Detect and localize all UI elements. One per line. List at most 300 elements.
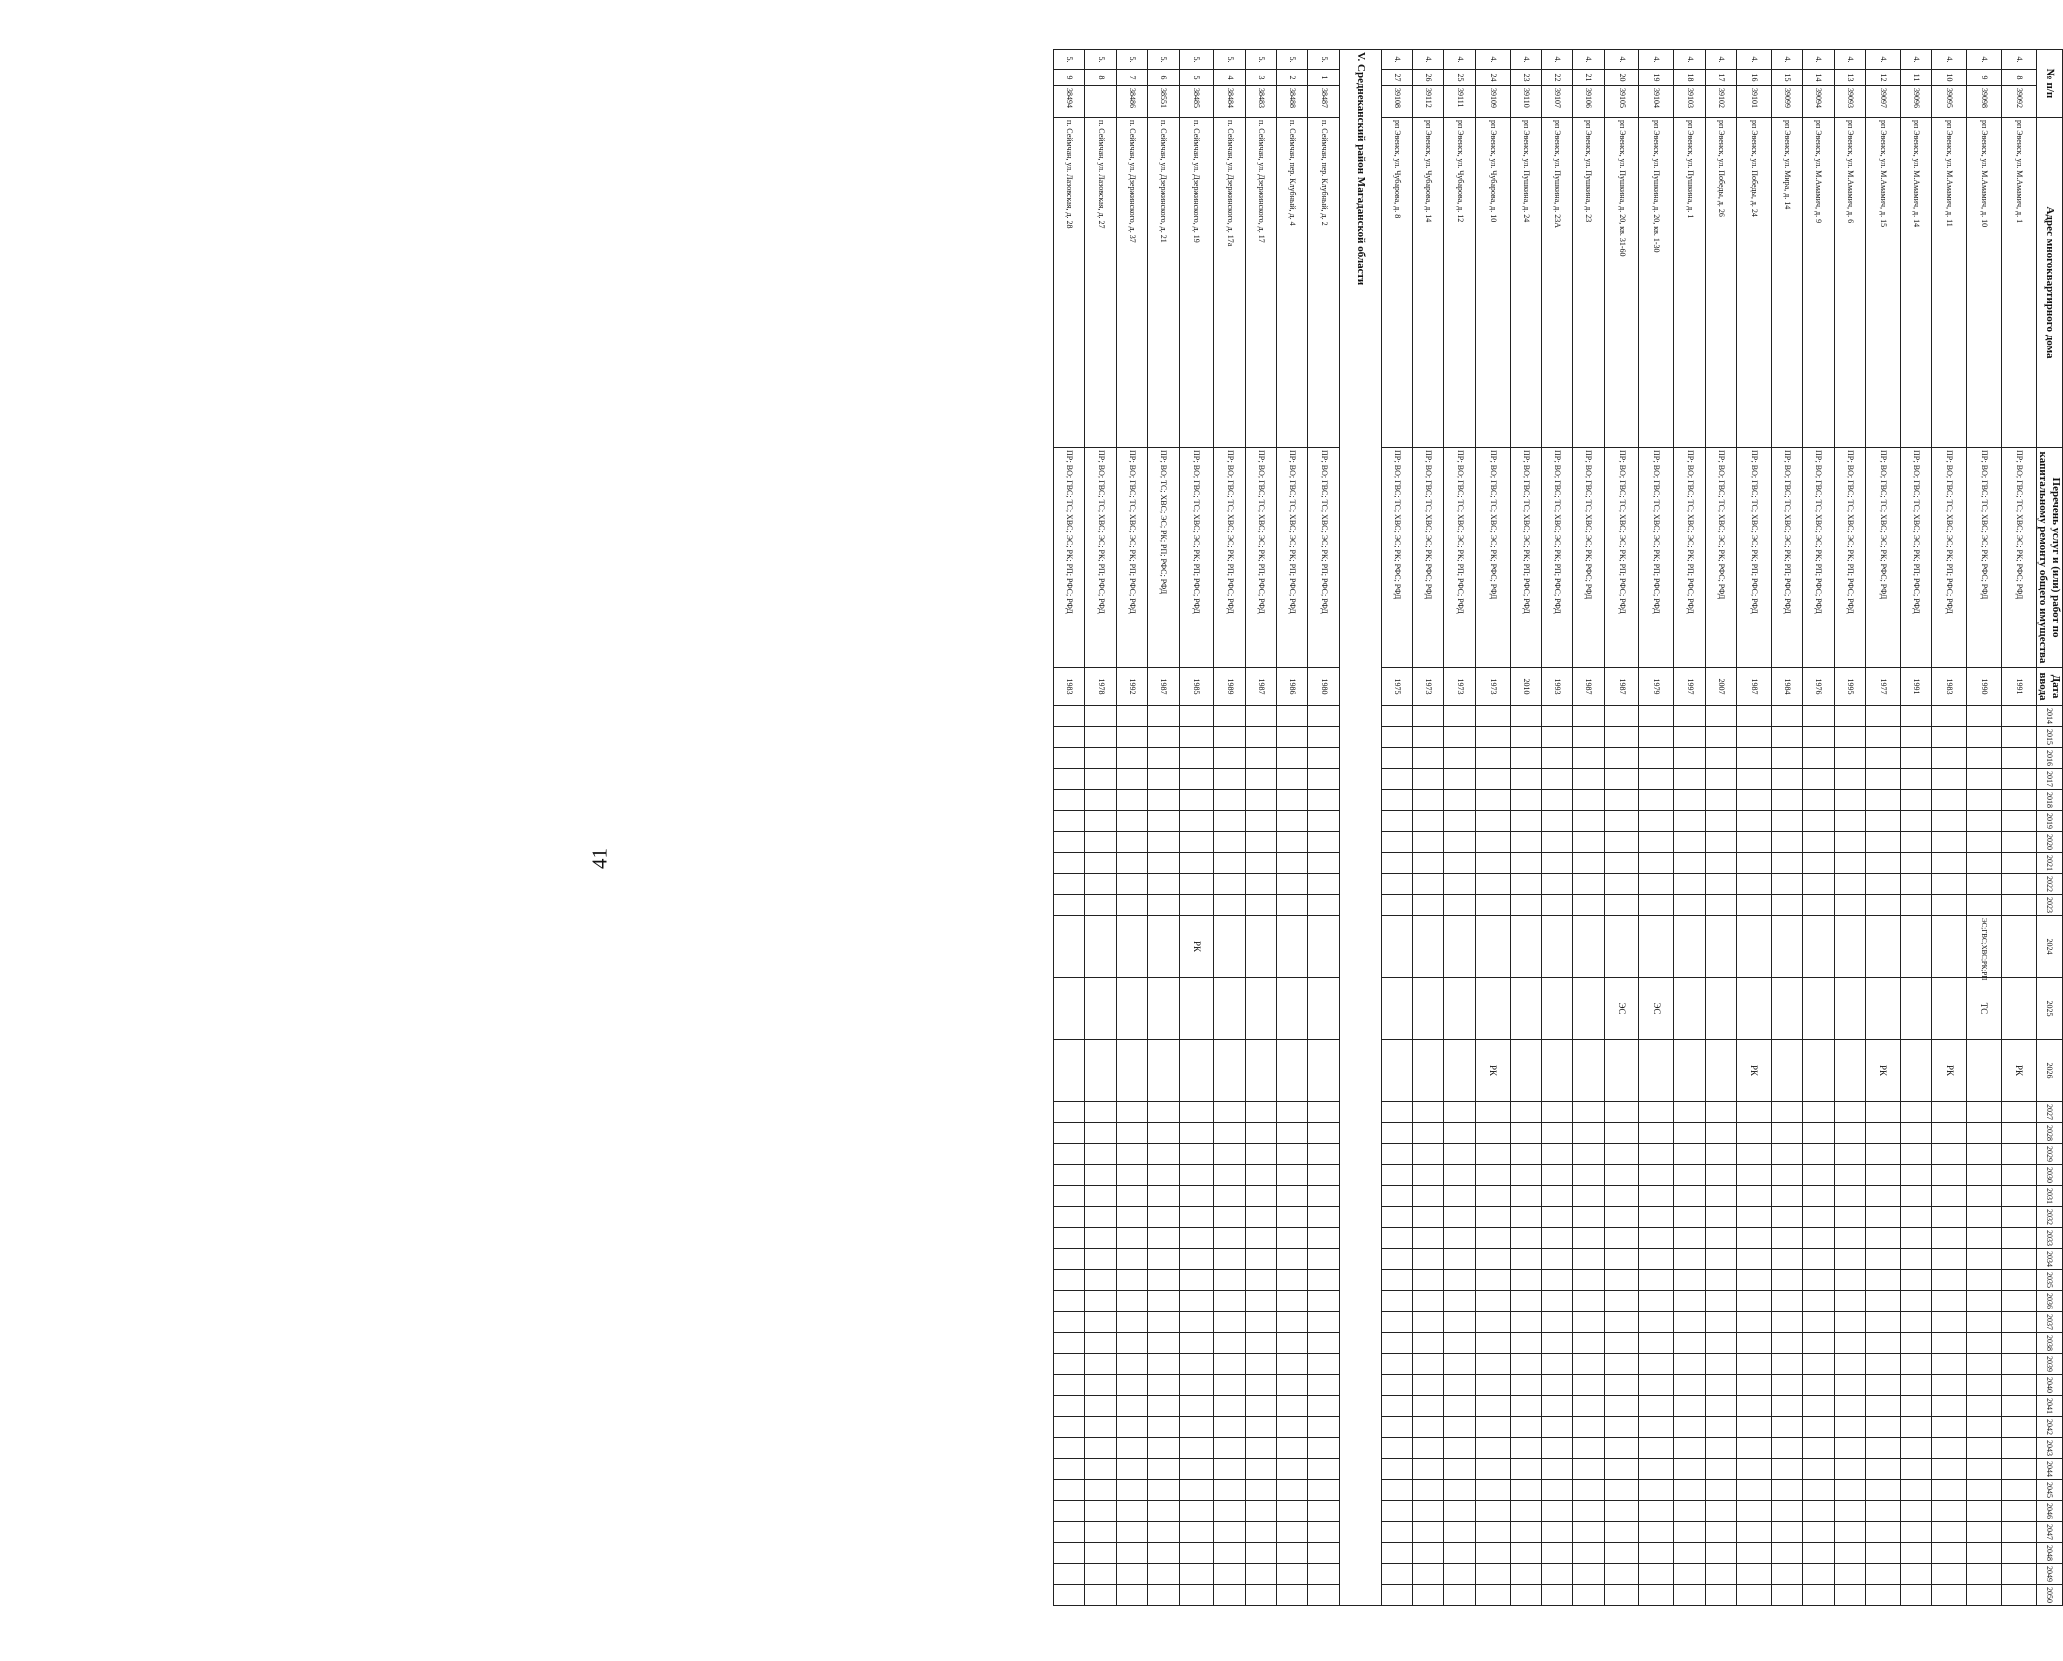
row-works: ПР; ВО; ГВС; ТС; ХВС; ЭС; РК; РП; РФС; РФД (1214, 448, 1245, 668)
year-cell (1604, 811, 1639, 832)
year-cell (1308, 1459, 1339, 1480)
year-cell (1737, 1207, 1772, 1228)
year-cell (1381, 1207, 1412, 1228)
row-date: 1980 (1308, 668, 1339, 706)
year-cell (1932, 790, 1967, 811)
year-cell (1834, 1312, 1865, 1333)
row-code: 38488 (1277, 86, 1308, 118)
year-cell (1214, 1396, 1245, 1417)
year-cell (1573, 1312, 1604, 1333)
year-cell (1054, 1522, 1085, 1543)
year-cell (1639, 1333, 1674, 1354)
year-cell (1705, 1040, 1736, 1102)
year-cell (1639, 727, 1674, 748)
year-cell (1771, 1291, 1802, 1312)
year-cell (1932, 1186, 1967, 1207)
year-header: 2014 (2036, 706, 2062, 727)
year-cell (1444, 1543, 1475, 1564)
year-cell (1308, 1144, 1339, 1165)
row-code: 39106 (1573, 86, 1604, 118)
year-cell (2001, 978, 2036, 1040)
year-cell (1674, 1543, 1705, 1564)
table-row (1214, 50, 1245, 1606)
year-cell (1967, 706, 2002, 727)
row-date: 1983 (1932, 668, 1967, 706)
year-cell (1116, 1438, 1147, 1459)
year-cell (1510, 1312, 1541, 1333)
year-cell (1705, 1207, 1736, 1228)
year-cell (1834, 706, 1865, 727)
year-cell (1674, 1270, 1705, 1291)
row-address: рп Эвенск, ул. М.Амамич, д. 6 (1834, 118, 1865, 448)
year-cell (1444, 1102, 1475, 1123)
row-index: 18 (1674, 70, 1705, 86)
year-header: 2029 (2036, 1144, 2062, 1165)
year-cell (1967, 1396, 2002, 1417)
year-cell (1639, 1522, 1674, 1543)
row-code: 39112 (1413, 86, 1444, 118)
year-cell (1148, 1249, 1179, 1270)
row-index: 8 (2001, 70, 2036, 86)
year-cell (1573, 1564, 1604, 1585)
year-cell (1277, 1396, 1308, 1417)
year-header: 2049 (2036, 1564, 2062, 1585)
year-cell (1148, 727, 1179, 748)
year-cell (1674, 1480, 1705, 1501)
year-cell (1639, 853, 1674, 874)
year-cell (1674, 978, 1705, 1040)
row-works: ПР; ВО; ГВС; ТС; ХВС; ЭС; РК; РФС; РФД (1967, 448, 2002, 668)
year-cell (1803, 1291, 1834, 1312)
row-code: 39105 (1604, 86, 1639, 118)
year-cell (1510, 706, 1541, 727)
year-cell (1573, 1228, 1604, 1249)
year-header: 2038 (2036, 1333, 2062, 1354)
row-index: 23 (1510, 70, 1541, 86)
row-index: 27 (1381, 70, 1412, 86)
year-cell (1639, 916, 1674, 978)
year-cell (1705, 1312, 1736, 1333)
year-cell (1444, 1501, 1475, 1522)
year-cell (1148, 1354, 1179, 1375)
year-cell (1054, 1123, 1085, 1144)
year-cell (1510, 1438, 1541, 1459)
year-cell (1705, 978, 1736, 1040)
year-cell (1900, 1186, 1931, 1207)
year-cell (1054, 1249, 1085, 1270)
year-cell (1148, 1564, 1179, 1585)
year-cell (1148, 1501, 1179, 1522)
year-cell (1705, 1123, 1736, 1144)
year-cell (1308, 1522, 1339, 1543)
year-header: 2044 (2036, 1459, 2062, 1480)
year-cell (1308, 727, 1339, 748)
year-cell (1475, 1396, 1510, 1417)
year-cell (1541, 1270, 1572, 1291)
year-cell (1179, 1459, 1214, 1480)
year-cell (1475, 874, 1510, 895)
row-date: 1987 (1604, 668, 1639, 706)
row-works: ПР; ВО; ГВС; ТС; ХВС; ЭС; РК; РП; РФС; РФД (1639, 448, 1674, 668)
row-code: 39097 (1865, 86, 1900, 118)
year-cell (1900, 769, 1931, 790)
row-code: 39109 (1475, 86, 1510, 118)
year-cell (1674, 1396, 1705, 1417)
year-cell (1674, 1375, 1705, 1396)
year-cell (1444, 1228, 1475, 1249)
year-cell (1967, 1438, 2002, 1459)
year-cell (1705, 1333, 1736, 1354)
row-address: рп Эвенск, ул. Пушкина, д. 24 (1510, 118, 1541, 448)
year-cell (1932, 1543, 1967, 1564)
row-section: 4. (2001, 50, 2036, 70)
year-cell (1803, 1354, 1834, 1375)
year-cell (1900, 853, 1931, 874)
year-cell (1737, 1501, 1772, 1522)
row-section: 4. (1444, 50, 1475, 70)
year-cell (1604, 1312, 1639, 1333)
year-cell (1413, 1459, 1444, 1480)
year-cell (1803, 1543, 1834, 1564)
year-cell (1308, 1270, 1339, 1291)
row-index: 11 (1900, 70, 1931, 86)
row-section: 5. (1214, 50, 1245, 70)
year-cell (1573, 1585, 1604, 1606)
year-cell (1148, 706, 1179, 727)
year-cell (1214, 1375, 1245, 1396)
work-mark: РК (2001, 1040, 2036, 1102)
year-cell (1179, 874, 1214, 895)
year-cell (1573, 1501, 1604, 1522)
year-cell (1179, 1501, 1214, 1522)
year-cell (1054, 1417, 1085, 1438)
year-cell (1179, 769, 1214, 790)
year-cell (1308, 1564, 1339, 1585)
year-cell (1444, 1312, 1475, 1333)
year-cell (1639, 1480, 1674, 1501)
year-cell (1054, 1228, 1085, 1249)
year-cell (1179, 1123, 1214, 1144)
year-cell (1604, 1501, 1639, 1522)
year-cell (1639, 769, 1674, 790)
year-cell (1737, 1396, 1772, 1417)
year-cell (1085, 1312, 1116, 1333)
year-cell (1444, 916, 1475, 978)
year-cell (1413, 1123, 1444, 1144)
year-cell (1674, 1522, 1705, 1543)
year-cell (2001, 1543, 2036, 1564)
row-section: 5. (1308, 50, 1339, 70)
year-cell (1214, 895, 1245, 916)
year-cell (1932, 1102, 1967, 1123)
year-cell (1444, 978, 1475, 1040)
year-cell (1214, 853, 1245, 874)
year-cell (1413, 853, 1444, 874)
year-cell (1705, 706, 1736, 727)
year-header: 2022 (2036, 874, 2062, 895)
year-cell (1771, 706, 1802, 727)
year-cell (1308, 1291, 1339, 1312)
year-cell (1737, 1375, 1772, 1396)
row-section: 4. (1803, 50, 1834, 70)
row-date: 1976 (1803, 668, 1834, 706)
row-code: 39102 (1705, 86, 1736, 118)
year-header: 2034 (2036, 1249, 2062, 1270)
year-header: 2018 (2036, 790, 2062, 811)
year-cell (1475, 1417, 1510, 1438)
year-cell (1116, 1123, 1147, 1144)
year-cell (1116, 1040, 1147, 1102)
year-cell (1148, 1102, 1179, 1123)
year-cell (1771, 1417, 1802, 1438)
year-cell (1705, 1501, 1736, 1522)
year-cell (1705, 769, 1736, 790)
year-header: 2040 (2036, 1375, 2062, 1396)
year-cell (1413, 1417, 1444, 1438)
year-cell (1245, 1186, 1276, 1207)
year-cell (1639, 1312, 1674, 1333)
year-cell (1277, 1501, 1308, 1522)
row-address: рп Эвенск, ул. Победы, д. 24 (1737, 118, 1772, 448)
year-cell (1085, 727, 1116, 748)
year-cell (1803, 1333, 1834, 1354)
year-cell (1771, 769, 1802, 790)
year-cell (1510, 1040, 1541, 1102)
year-cell (1865, 1585, 1900, 1606)
year-cell (1308, 1417, 1339, 1438)
year-cell (1413, 1312, 1444, 1333)
year-cell (1932, 1312, 1967, 1333)
year-cell (1444, 874, 1475, 895)
row-works: ПР; ВО; ГВС; ТС; ХВС; ЭС; РК; РФС; РФД (1413, 448, 1444, 668)
year-cell (1381, 1480, 1412, 1501)
year-cell (1381, 1459, 1412, 1480)
year-cell (1444, 1207, 1475, 1228)
year-cell (1054, 1354, 1085, 1375)
year-cell (1604, 1585, 1639, 1606)
year-cell (1054, 1459, 1085, 1480)
year-cell (1705, 1291, 1736, 1312)
year-cell (1541, 727, 1572, 748)
year-cell (1834, 1480, 1865, 1501)
year-cell (1900, 727, 1931, 748)
work-mark: ЭС (1604, 978, 1639, 1040)
year-cell (1148, 895, 1179, 916)
year-cell (1510, 1354, 1541, 1375)
year-cell (1737, 978, 1772, 1040)
year-cell (1967, 1522, 2002, 1543)
year-cell (1116, 1543, 1147, 1564)
year-cell (2001, 748, 2036, 769)
year-cell (1413, 978, 1444, 1040)
year-cell (1771, 1144, 1802, 1165)
year-cell (1510, 1501, 1541, 1522)
row-index: 14 (1803, 70, 1834, 86)
year-cell (1245, 1354, 1276, 1375)
rotated-page (0, 52, 2062, 1661)
year-cell (1054, 1291, 1085, 1312)
year-cell (1475, 1375, 1510, 1396)
year-cell (1771, 1522, 1802, 1543)
table-row (1932, 50, 1967, 1606)
year-cell (1771, 1186, 1802, 1207)
year-cell (1932, 874, 1967, 895)
year-cell (1054, 1312, 1085, 1333)
year-cell (1116, 1480, 1147, 1501)
year-cell (1573, 1144, 1604, 1165)
year-cell (1803, 1123, 1834, 1144)
year-cell (1737, 1165, 1772, 1186)
year-cell (1834, 769, 1865, 790)
row-address: п. Сеймчан, ул. Дзержинского, д. 37 (1116, 118, 1147, 448)
year-cell (1639, 1040, 1674, 1102)
year-cell (1510, 1102, 1541, 1123)
year-cell (1245, 1144, 1276, 1165)
year-cell (1116, 1501, 1147, 1522)
year-cell (1932, 1522, 1967, 1543)
year-cell (1277, 1144, 1308, 1165)
year-cell (1639, 1417, 1674, 1438)
row-date: 2007 (1705, 668, 1736, 706)
year-cell (1573, 853, 1604, 874)
year-cell (1604, 895, 1639, 916)
row-date: 2010 (1510, 668, 1541, 706)
row-address: рп Эвенск, ул. М.Амамич, д. 1 (2001, 118, 2036, 448)
year-cell (1967, 874, 2002, 895)
year-cell (1900, 1354, 1931, 1375)
year-cell (1214, 1165, 1245, 1186)
year-cell (1967, 832, 2002, 853)
year-cell (1705, 1102, 1736, 1123)
year-cell (1900, 916, 1931, 978)
year-cell (1116, 706, 1147, 727)
year-cell (1967, 811, 2002, 832)
year-cell (1834, 1123, 1865, 1144)
row-index: 9 (1967, 70, 2002, 86)
year-cell (1771, 1354, 1802, 1375)
year-cell (1510, 1165, 1541, 1186)
year-cell (1054, 1144, 1085, 1165)
year-cell (1900, 1144, 1931, 1165)
year-cell (1444, 1585, 1475, 1606)
year-cell (1705, 1249, 1736, 1270)
year-cell (1737, 1123, 1772, 1144)
year-cell (1639, 1228, 1674, 1249)
year-cell (1771, 1102, 1802, 1123)
year-cell (1674, 790, 1705, 811)
year-cell (1604, 1543, 1639, 1564)
year-cell (1308, 832, 1339, 853)
year-cell (1510, 1144, 1541, 1165)
year-cell (2001, 1186, 2036, 1207)
year-cell (1834, 1543, 1865, 1564)
year-cell (1214, 706, 1245, 727)
year-cell (1444, 1396, 1475, 1417)
row-works: ПР; ВО; ГВС; ТС; ХВС; ЭС; РК; РП; РФС; РФД (1116, 448, 1147, 668)
year-cell (1674, 1040, 1705, 1102)
work-mark: ТС (1967, 978, 2002, 1040)
year-cell (1834, 811, 1865, 832)
year-cell (1834, 853, 1865, 874)
year-cell (1865, 1123, 1900, 1144)
year-cell (1444, 1165, 1475, 1186)
year-cell (1381, 916, 1412, 978)
year-cell (1865, 1186, 1900, 1207)
year-cell (2001, 1417, 2036, 1438)
year-cell (1771, 1501, 1802, 1522)
year-cell (1674, 1564, 1705, 1585)
year-cell (1541, 1123, 1572, 1144)
row-address: п. Сеймчан, пер. Клубный, д. 2 (1308, 118, 1339, 448)
year-cell (1541, 1354, 1572, 1375)
year-cell (1308, 1123, 1339, 1144)
year-cell (1932, 1375, 1967, 1396)
year-cell (2001, 1228, 2036, 1249)
row-index: 16 (1737, 70, 1772, 86)
year-cell (1865, 811, 1900, 832)
row-section: 4. (1604, 50, 1639, 70)
row-works: ПР; ВО; ГВС; ТС; ХВС; ЭС; РК; РФС; РФД (1381, 448, 1412, 668)
year-cell (1179, 853, 1214, 874)
year-cell (1803, 1585, 1834, 1606)
year-cell (1116, 769, 1147, 790)
row-code (1085, 86, 1116, 118)
year-cell (1834, 1522, 1865, 1543)
year-cell (1054, 832, 1085, 853)
year-cell (1865, 1270, 1900, 1291)
row-code: 38484 (1214, 86, 1245, 118)
year-cell (1674, 895, 1705, 916)
year-cell (1541, 1585, 1572, 1606)
row-code: 38483 (1245, 86, 1276, 118)
year-cell (1865, 1543, 1900, 1564)
row-code: 39093 (1834, 86, 1865, 118)
year-cell (1148, 748, 1179, 769)
year-cell (1245, 916, 1276, 978)
work-mark: РК (1475, 1040, 1510, 1102)
year-cell (1308, 1102, 1339, 1123)
year-cell (1381, 1249, 1412, 1270)
year-cell (1639, 1564, 1674, 1585)
year-cell (1541, 1144, 1572, 1165)
year-cell (1639, 1354, 1674, 1375)
year-cell (1277, 1249, 1308, 1270)
year-cell (1085, 1417, 1116, 1438)
row-works: ПР; ВО; ГВС; ТС; ХВС; ЭС; РК; РФС; РФД (2001, 448, 2036, 668)
year-cell (1245, 853, 1276, 874)
year-cell (1116, 1144, 1147, 1165)
year-cell (1737, 706, 1772, 727)
year-cell (1179, 1312, 1214, 1333)
year-cell (1116, 1102, 1147, 1123)
row-address: рп Эвенск, ул. Мира, д. 14 (1771, 118, 1802, 448)
year-cell (1054, 1375, 1085, 1396)
year-cell (1737, 1438, 1772, 1459)
year-cell (1541, 1543, 1572, 1564)
year-cell (1308, 811, 1339, 832)
year-cell (1381, 895, 1412, 916)
year-cell (1865, 727, 1900, 748)
year-cell (1085, 1207, 1116, 1228)
year-cell (1705, 853, 1736, 874)
year-cell (1475, 1186, 1510, 1207)
row-code: 38485 (1179, 86, 1214, 118)
row-section: 4. (1932, 50, 1967, 70)
year-cell (1277, 727, 1308, 748)
year-cell (1932, 1228, 1967, 1249)
year-cell (2001, 916, 2036, 978)
year-cell (1245, 1312, 1276, 1333)
